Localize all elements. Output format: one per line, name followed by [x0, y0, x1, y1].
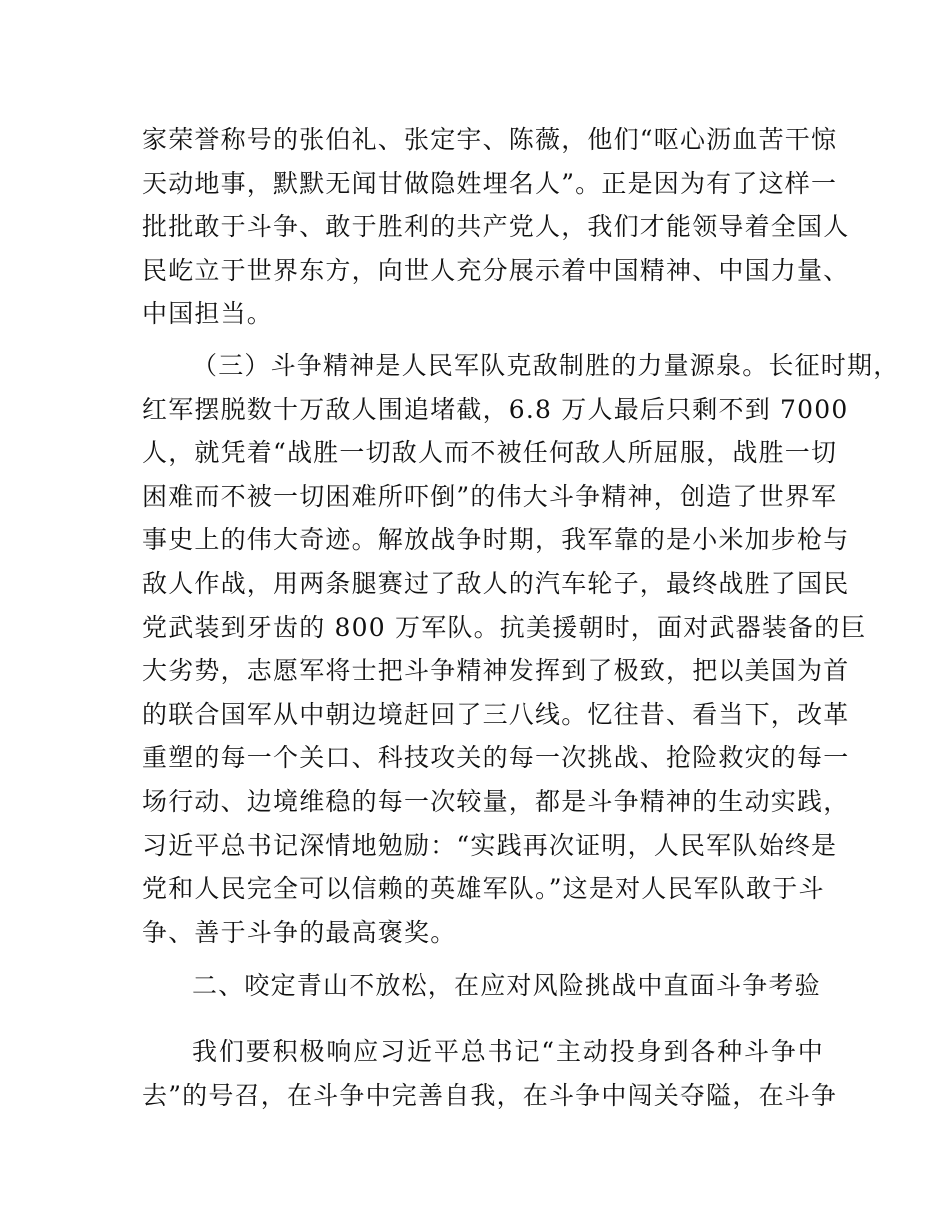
text-line: 党武装到牙齿的 800 万军队。抗美援朝时，面对武器装备的巨: [142, 612, 867, 642]
text-line: 中国担当。: [142, 299, 274, 329]
text-line: 党和人民完全可以信赖的英雄军队。”这是对人民军队敢于斗: [142, 874, 825, 904]
text-line: 事史上的伟大奇迹。解放战争时期，我军靠的是小米加步枪与: [142, 525, 850, 555]
text-line: 敌人作战，用两条腿赛过了敌人的汽车轮子，最终战胜了国民: [142, 568, 850, 598]
section-heading-text: 二、咬定青山不放松，在应对风险挑战中直面斗争考验: [192, 971, 821, 1000]
text-line: 批批敢于斗争、敢于胜利的共产党人，我们才能领导着全国人: [142, 212, 850, 242]
paragraph-army-struggle-spirit: [142, 344, 900, 954]
text-line: 的联合国军从中朝边境赶回了三八线。忆往昔、看当下，改革: [142, 699, 850, 729]
text-line: 争、善于斗争的最高褒奖。: [142, 917, 457, 947]
text-line: 人，就凭着“战胜一切敌人而不被任何敌人所屈服，战胜一切: [142, 438, 838, 468]
paragraph-respond-call: [142, 1030, 838, 1117]
text-line: 我们要积极响应习近平总书记“主动投身到各种斗争中: [192, 1037, 824, 1066]
text-line: 去”的号召，在斗争中完善自我，在斗争中闯关夺隘，在斗争: [142, 1080, 838, 1110]
text-line: 民屹立于世界东方，向世人充分展示着中国精神、中国力量、: [142, 255, 850, 285]
text-line: 大劣势，志愿军将士把斗争精神发挥到了极致，把以美国为首: [142, 656, 850, 686]
text-line: （三）斗争精神是人民军队克敌制胜的力量源泉。长征时期，: [192, 351, 900, 380]
section-heading-2: [142, 964, 824, 1008]
text-line: 困难而不被一切困难所吓倒”的伟大斗争精神，创造了世界军: [142, 481, 838, 511]
text-line: 红军摆脱数十万敌人围追堵截，6.8 万人最后只剩不到 7000: [142, 394, 849, 424]
text-line: 习近平总书记深情地勉励：“实践再次证明，人民军队始终是: [142, 830, 838, 860]
text-line: 重塑的每一个关口、科技攻关的每一次挑战、抢险救灾的每一: [142, 743, 850, 773]
text-line: 天动地事，默默无闻甘做隐姓埋名人”。正是因为有了这样一: [142, 168, 838, 198]
text-line: 场行动、边境维稳的每一次较量，都是斗争精神的生动实践，: [142, 786, 850, 816]
paragraph-honor-recipients: [142, 118, 850, 336]
text-line: 家荣誉称号的张伯礼、张定宇、陈薇，他们“呕心沥血苦干惊: [142, 125, 838, 154]
